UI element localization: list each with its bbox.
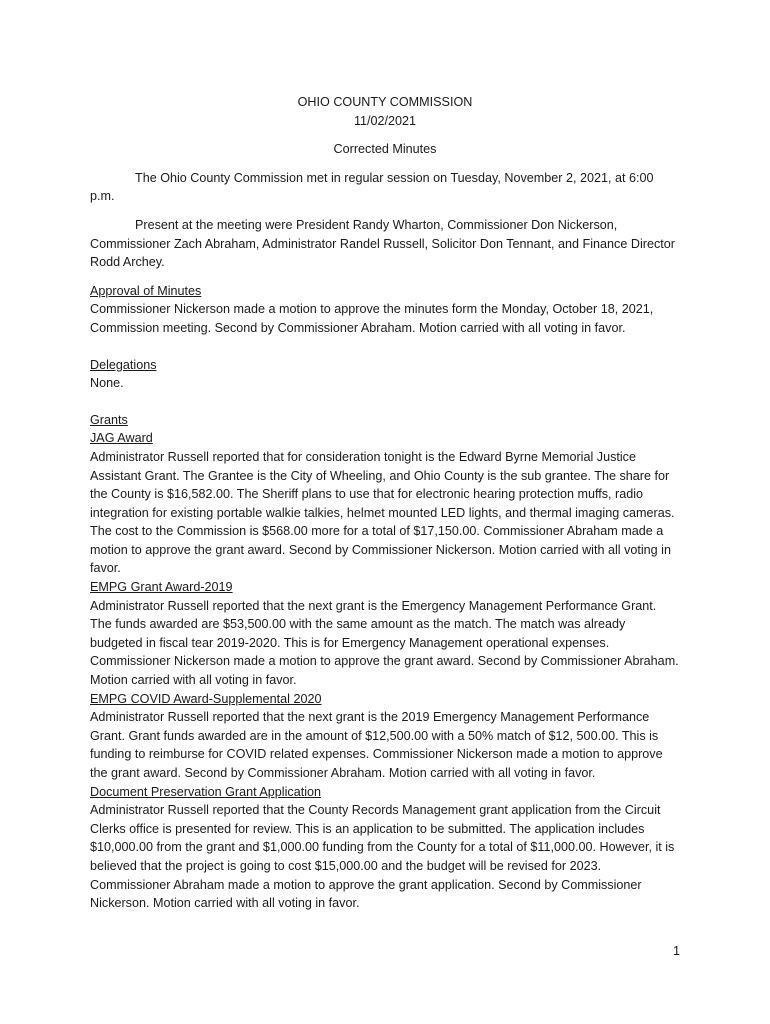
page-number: 1 [672, 944, 680, 958]
approval-heading: Approval of Minutes [90, 283, 202, 298]
document-body [90, 93, 680, 913]
document-preservation-heading: Document Preservation Grant Application [90, 784, 322, 799]
delegations-heading: Delegations [90, 357, 157, 372]
empg-covid-heading: EMPG COVID Award-Supplemental 2020 [90, 691, 322, 706]
session-paragraph: The Ohio County Commission met in regular session on Tuesday, November 2, 2021, at 6:00 p.m. [90, 170, 654, 204]
jag-award-heading: JAG Award [90, 431, 153, 446]
meeting-date: 11/02/2021 [353, 113, 417, 128]
approval-paragraph: Commissioner Nickerson made a motion to approve the minutes form the Monday, October 18, 2021, Commission meeting. Second by Commissioner Abraham. Motion carried with all voting in favor. [90, 302, 654, 335]
org-title: OHIO COUNTY COMMISSION [297, 95, 473, 109]
document-title: Corrected Minutes [333, 142, 437, 157]
document-preservation-paragraph: Administrator Russell reported that the County Records Management grant application from the Circuit Clerks office is presented for review. This is an application to be submitted. The application includes $10,000.00 from the grant and $1,000.00 funding from the County for a total of $11,000.00. However, it is believed that the project is going to cost $15,000.00 and the budget will be revised for 2023. Commissioner Abraham made a motion to approve the grant application. Second by Commissioner Nickerson. Motion carried with all voting in favor. [90, 803, 675, 911]
present-paragraph: Present at the meeting were President Randy Wharton, Commissioner Don Nickerson, Commissioner Zach Abraham, Administrator Randel Russell, Solicitor Don Tennant, and Finance Director Rodd Archey. [90, 217, 675, 270]
jag-award-paragraph: Administrator Russell reported that for consideration tonight is the Edward Byrne Memorial Justice Assistant Grant. The Grantee is the City of Wheeling, and Ohio County is the sub grantee. The share for the County is $16,582.00. The Sheriff plans to use that for electronic hearing protection muffs, radio integration for existing portable walkie talkies, helmet mounted LED lights, and thermal imaging cameras. The cost to the Commission is $568.00 more for a total of $17,150.00. Commissioner Abraham made a motion to approve the grant award. Second by Commissioner Nickerson. Motion carried with all voting in favor. [90, 449, 675, 576]
delegations-paragraph: None. [90, 376, 124, 391]
empg-covid-paragraph: Administrator Russell reported that the next grant is the 2019 Emergency Management Performance Grant. Grant funds awarded are in the amount of $12,500.00 with a 50% match of $12, 500.00. This is funding to reimburse for COVID related expenses. Commissioner Nickerson made a motion to approve the grant award. Second by Commissioner Abraham. Motion carried with all voting in favor. [90, 710, 663, 780]
empg-2019-paragraph: Administrator Russell reported that the next grant is the Emergency Management Performance Grant. The funds awarded are $53,500.00 with the same amount as the match. The match was already budgeted in fiscal tear 2019-2020. This is for Emergency Management operational expenses. Commissioner Nickerson made a motion to approve the grant award. Second by Commissioner Abraham. Motion carried with all voting in favor. [90, 598, 679, 688]
grants-heading: Grants [90, 412, 128, 427]
empg-2019-heading: EMPG Grant Award-2019 [90, 580, 233, 595]
